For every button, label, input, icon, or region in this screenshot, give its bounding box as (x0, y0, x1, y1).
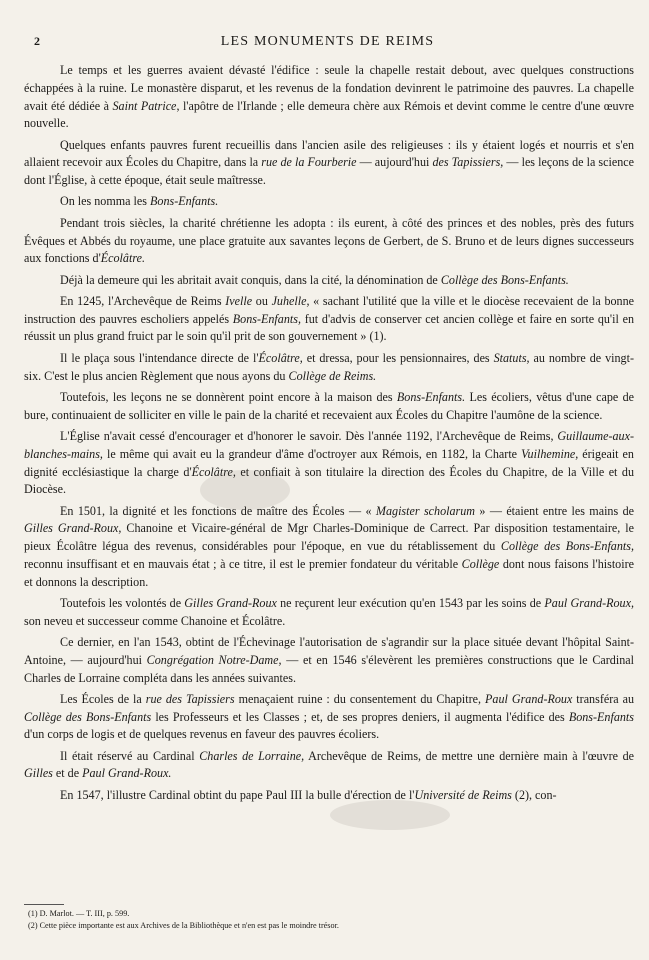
text-run: « sachant l'utilité que la ville et le diocèse recevaient de la bonne instruction des pauvres escholiers appelés (24, 293, 635, 326)
text-run: d'un corps de logis et de quelques revenus en faveur des pauvres écoliers. (24, 727, 380, 742)
italic-run: Collège (461, 556, 500, 571)
text-run: dont nous faisons l'histoire et donnons la description. (24, 556, 634, 589)
text-run: Pendant trois siècles, la charité chrétienne les adopta : ils eurent, à côté des princes et des nobles, près des futurs Évêques et Abbés du royaume, une place gratuite aux savantes leçons de Gerbert, de S. Bruno et de leurs dignes successeurs aux fonctions d' (24, 215, 634, 266)
page-number: 2 (34, 34, 40, 48)
text-run: , l'apôtre de l'Irlande ; elle demeura chère aux Rémois et devint comme le centre d'une œuvre nouvelle. (24, 98, 634, 131)
paragraph-10 (24, 503, 634, 592)
paragraph-9 (24, 428, 634, 499)
text-run: — et en 1546 s'élevèrent les premières constructions que le Cardinal Charles de Lorraine compléta dans les années suivantes. (24, 652, 634, 685)
text-run: Archevêque de Reims, de mettre une dernière main à l'œuvre de (304, 748, 634, 763)
italic-run: Guillaume-aux-blanches-mains, (24, 429, 634, 461)
page-header (20, 34, 635, 52)
footnote-1: (1) D. Marlot. — T. III, p. 599. (28, 909, 130, 918)
running-title: LES MONUMENTS DE REIMS (220, 34, 435, 49)
text-run: le même qui avait eu la grandeur d'âme d'octroyer aux Rémois, en 1182, la Charte (102, 446, 522, 461)
paragraph-1 (24, 62, 634, 133)
italic-run: Bons-Enfants (568, 709, 634, 724)
text-run: Déjà la demeure qui les abritait avait conquis, dans la cité, la dénomination de (60, 272, 441, 287)
footnote-divider (24, 904, 64, 905)
paragraph-14 (24, 748, 634, 784)
paragraph-7 (24, 350, 634, 386)
footnote-2: (2) Cette pièce importante est aux Archives de la Bibliothèque et n'en est pas le moindre trésor. (28, 920, 339, 930)
paragraph-11 (24, 595, 634, 631)
italic-run: Paul Grand-Roux, (544, 595, 634, 610)
text-run: En 1245, l'Archevêque de Reims (60, 293, 226, 308)
text-run: érigeait en dignité ecclésiastique la charge d' (24, 446, 634, 479)
paragraph-5 (24, 272, 634, 290)
italic-run: Écolâtre. (100, 251, 145, 266)
text-run: Ce dernier, en l'an 1543, obtint de l'Échevinage l'autorisation de s'agrandir sur la place située devant l'hôpital Saint-Antoine, — aujourd'hui (24, 635, 634, 667)
text-run: Toutefois, les leçons ne se donnèrent point encore à la maison des (60, 389, 397, 404)
italic-run: Écolâtre, (258, 350, 303, 365)
text-run: Toutefois les volontés de (60, 595, 185, 610)
italic-run: Congrégation Notre-Dame, (146, 652, 282, 667)
text-run: En 1501, la dignité et les fonctions de maître des Écoles — « (60, 503, 376, 518)
text-run: et de (52, 766, 83, 781)
paragraph-13 (24, 691, 634, 744)
paragraph-8 (24, 389, 634, 425)
italic-run: Statuts, (493, 350, 530, 365)
text-run: Chanoine et Vicaire-général de Mgr Charles-Dominique de Carrect. Par disposition testamentaire, le pieux Écolâtre légua des revenus, considérables pour l'époque, en vue du rétablissement du (24, 521, 634, 554)
italic-run: Gilles Grand-Roux (184, 595, 277, 610)
italic-run: Collège des Bons-Enfants. (440, 272, 569, 287)
paragraph-3 (24, 193, 634, 211)
text-run: On les nomma les (60, 194, 151, 209)
text-run: son neveu et successeur comme Chanoine et Écolâtre. (24, 613, 286, 628)
paragraph-12 (24, 634, 634, 687)
footnotes (28, 908, 628, 931)
italic-run: Saint Patrice (112, 98, 177, 113)
italic-run: Collège des Bons-Enfants, (500, 539, 634, 554)
text-run: — aujourd'hui (356, 155, 433, 170)
italic-run: Juhelle, (271, 293, 310, 308)
text-run: au nombre de vingt-six. C'est le plus ancien Règlement que nous ayons du (24, 350, 634, 383)
text-run: fut d'advis de conserver cet ancien collège et faire en sorte qu'il en réussit un plus grand fruict par le soin qu'il prit de son gouvernement » (1). (24, 311, 634, 344)
text-run: menaçaient ruine : du consentement du Chapitre, (234, 691, 486, 706)
text-run: et dressa, pour les pensionnaires, des (302, 350, 494, 365)
italic-run: Bons-Enfants, (232, 311, 301, 326)
text-run: et confiait à son titulaire la direction des Écoles du Chapitre, de la Ville et du Diocèse. (24, 464, 634, 497)
paragraph-4 (24, 215, 634, 268)
italic-run: Charles de Lorraine, (199, 748, 305, 763)
text-run: ou (252, 293, 272, 308)
italic-run: rue des Tapissiers (145, 691, 235, 706)
text-run: Le temps et les guerres avaient dévasté l'édifice : seule la chapelle restait debout, avec quelques constructions échappées à la ruine. Le monastère disparut, et les revenus de la fondation devinrent le patrimoine des pauvres. La chapelle avait été dédiée à (24, 63, 634, 113)
text-run: (2), con- (511, 787, 557, 802)
paragraph-2 (24, 137, 634, 190)
italic-run: rue de la Fourberie (261, 155, 357, 170)
italic-run: Écolâtre, (191, 464, 236, 479)
text-run: transféra au (572, 691, 634, 706)
body-text (24, 62, 634, 808)
italic-run: Gilles (24, 766, 53, 781)
text-run: En 1547, l'illustre Cardinal obtint du pape Paul III la bulle d'érection de l' (60, 787, 415, 802)
italic-run: Université de Reims (414, 787, 512, 802)
italic-run: Gilles Grand-Roux, (24, 521, 122, 536)
text-run: Il le plaça sous l'intendance directe de l' (60, 350, 259, 365)
text-run: — les leçons de la science dont l'Église, à cette époque, était seule maîtresse. (24, 155, 634, 188)
text-run: reconnu insuffisant et en mauvais état ; à ce titre, il est le premier fondateur du véritable (24, 556, 462, 571)
text-run: » — étaient entre les mains de (475, 503, 634, 518)
italic-run: Collège de Reims. (288, 368, 377, 383)
italic-run: Bons-Enfants. (396, 389, 466, 404)
italic-run: Magister scholarum (375, 503, 476, 518)
italic-run: Ivelle (225, 293, 253, 308)
italic-run: Collège des Bons-Enfants (24, 709, 152, 724)
italic-run: Bons-Enfants. (150, 194, 219, 209)
italic-run: des Tapissiers, (432, 155, 504, 170)
text-run: Les Écoles de la (60, 691, 146, 706)
italic-run: Paul Grand-Roux. (82, 766, 172, 781)
italic-run: Vuilhemine, (521, 446, 579, 461)
paragraph-6 (24, 293, 634, 346)
text-run: Quelques enfants pauvres furent recueillis dans l'ancien asile des religieuses : ils y étaient logés et nourris et s'en allaient recevoir aux Écoles du Chapitre, dans la (24, 137, 634, 170)
paragraph-15 (24, 787, 634, 805)
italic-run: Paul Grand-Roux (485, 691, 573, 706)
text-run: les Professeurs et les Classes ; et, de ses propres deniers, il augmenta l'édifice des (151, 709, 569, 724)
text-run: L'Église n'avait cessé d'encourager et d'honorer le savoir. Dès l'année 1192, l'Archevêque de Reims, (60, 429, 558, 443)
text-run: Les écoliers, vêtus d'une cape de bure, continuaient de solliciter en ville le pain de la charité et recevaient aux Écoles du Chapitre l'aumône de la science. (24, 389, 634, 422)
text-run: Il était réservé au Cardinal (60, 748, 200, 763)
text-run: ne reçurent leur exécution qu'en 1543 par les soins de (276, 595, 545, 610)
